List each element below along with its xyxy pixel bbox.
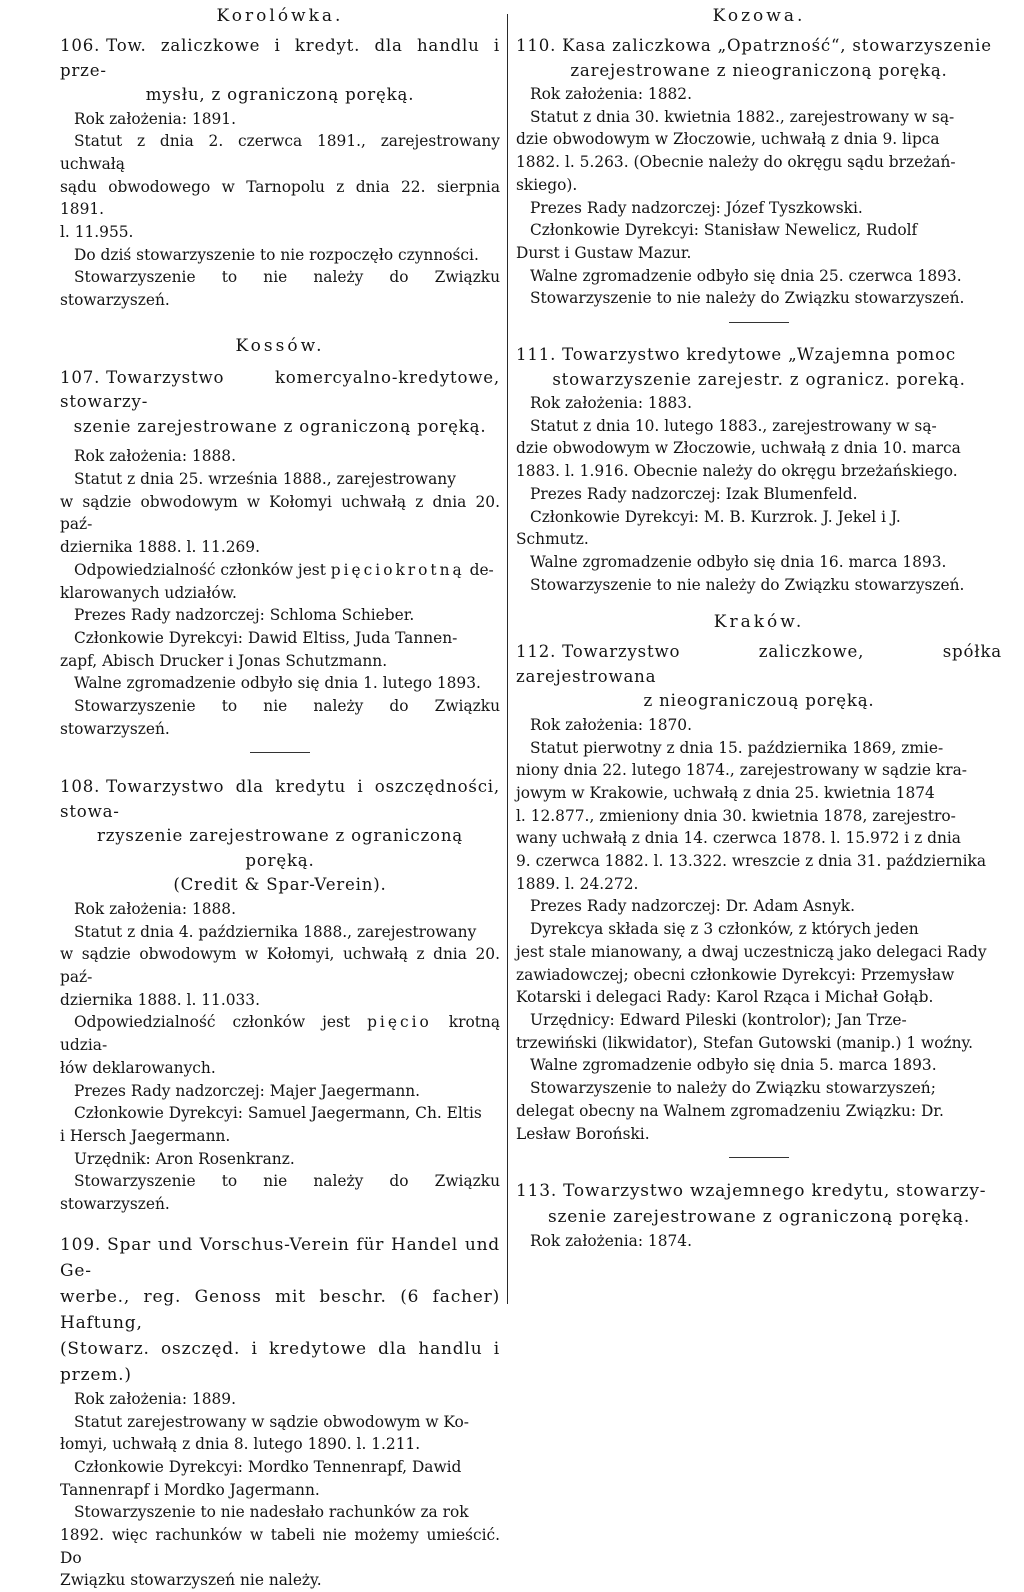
entry-title: 110. Kasa zaliczkowa „Opatrzność“, stowarzyszenie	[516, 36, 992, 55]
entry-number: 111.	[516, 345, 557, 365]
town-heading: Kossów.	[235, 335, 325, 356]
entry-number: 109.	[60, 1234, 102, 1255]
entry-number: 106.	[60, 36, 101, 55]
entry-title: 111. Towarzystwo kredytowe „Wzajemna pomoc	[516, 345, 956, 365]
entry-title: 108. Towarzystwo dla kredytu i oszczędności, stowa-	[60, 777, 500, 821]
town-heading: Kraków.	[713, 612, 805, 633]
left-column: Korolówka. 106. Tow. zaliczkowe i kredyt. dla handlu i prze- mysłu, z ograniczoną poręką. Rok założenia: 1891. Statut z dnia 2. czerwca 1891., zarejestrowany uchwałą sądu obwodowego w Tarnopolu z dnia 22. sierpnia 1891. l. 11.955. Do dziś stowarzyszenie to nie rozpoczęło czynności. Stowarzyszenie to nie należy do Związku stowarzyszeń. Kossów. 107. Towarzystwo komercyalno-kredytowe, stowarzy- szenie zarejestrowane z ograniczoną poręką. Rok założenia: 1888. Statut z dnia 25. września 1888., zarejestrowany w sądzie obwodowym w Kołomyi uchwałą z dnia 20. paź- dziernika 1888. l. 11.269. Odpowiedzialność członków jest pięciokrotną de- klarowanych udziałów. Prezes Rady nadzorczej: Schloma Schieber. Członkowie Dyrekcyi: Dawid Eltiss, Juda Tannen- zapf, Abisch Drucker i Jonas Schutzmann. Walne zgromadzenie odbyło się dnia 1. lutego 1893. Stowarzyszenie to nie należy do Związku stowarzyszeń. 108. Towarzystwo dla kredytu i oszczędności, stowa- rzyszenie zarejestrowane z ograniczoną poręką. (Credit & Spar-Verein). Rok założenia: 1888. Statut z dnia 4. października 1888., zarejestrowany w sądzie obwodowym w Kołomyi, uchwałą z dnia 20. paź- dziernika 1888. l. 11.033. Odpowiedzialność członków jest pięcio krotną udzia- łów deklarowanych. Prezes Rady nadzorczej: Majer Jaegermann. Członkowie Dyrekcyi: Samuel Jaegermann, Ch. Eltis i Hersch Jaegermann. Urzędnik: Aron Rosenkranz. Stowarzyszenie to nie należy do Związku stowarzyszeń. 109. Spar und Vorschus-Verein für Handel und Ge- werbe., reg. Genoss mit beschr. (6 facher) Haftung, (Stowarz. oszczęd. i kredytowe dla handlu i przem.) Rok założenia: 1889. Statut zarejestrowany w sądzie obwodowym w Ko- łomyi, uchwałą z dnia 8. lutego 1890. l. 1.211. Członkowie Dyrekcyi: Mordko Tennenrapf, Dawid Tannenrapf i Mordko Jagermann. Stowarzyszenie to nie nadesłało rachunków za rok 1892. więc rachunków w tabeli nie możemy umieścić. Do Związku stowarzyszeń nie należy.	[60, 6, 500, 1590]
entry-number: 113.	[516, 1181, 558, 1202]
entry-title: 112. Towarzystwo zaliczkowe, spółka zarejestrowana	[516, 642, 1002, 686]
town-heading: Korolówka.	[216, 6, 344, 26]
town-heading: Kozowa.	[712, 6, 806, 26]
entry-title: 109. Spar und Vorschus-Verein für Handel und Ge-	[60, 1234, 500, 1281]
entry-number: 112.	[516, 642, 557, 662]
entry-title: 113. Towarzystwo wzajemnego kredytu, stowarzy-	[516, 1181, 987, 1202]
entry-title: 106. Tow. zaliczkowe i kredyt. dla handlu i prze-	[60, 36, 500, 80]
entry-title: 107. Towarzystwo komercyalno-kredytowe, stowarzy-	[60, 367, 500, 412]
right-column: Kozowa. 110. Kasa zaliczkowa „Opatrzność“, stowarzyszenie zarejestrowane z nieograniczoną poręką. Rok założenia: 1882. Statut z dnia 30. kwietnia 1882., zarejestrowany w są- dzie obwodowym w Złoczowie, uchwałą z dnia 9. lipca 1882. l. 5.263. (Obecnie należy do okręgu sądu brzeżań- skiego). Prezes Rady nadzorczej: Józef Tyszkowski. Członkowie Dyrekcyi: Stanisław Newelicz, Rudolf Durst i Gustaw Mazur. Walne zgromadzenie odbyło się dnia 25. czerwca 1893. Stowarzyszenie to nie należy do Związku stowarzyszeń. 111. Towarzystwo kredytowe „Wzajemna pomoc stowarzyszenie zarejestr. z ogranicz. poreką. Rok założenia: 1883. Statut z dnia 10. lutego 1883., zarejestrowany w są- dzie obwodowym w Złoczowie, uchwałą z dnia 10. marca 1883. l. 1.916. Obecnie należy do okręgu brzeżańskiego. Prezes Rady nadzorczej: Izak Blumenfeld. Członkowie Dyrekcyi: M. B. Kurzrok. J. Jekel i J. Schmutz. Walne zgromadzenie odbyło się dnia 16. marca 1893. Stowarzyszenie to nie należy do Związku stowarzyszeń. Kraków. 112. Towarzystwo zaliczkowe, spółka zarejestrowana z nieograniczouą poręką. Rok założenia: 1870. Statut pierwotny z dnia 15. października 1869, zmie- niony dnia 22. lutego 1874., zarejestrowany w sądzie kra- jowym w Krakowie, uchwałą z dnia 25. kwietnia 1874 l. 12.877., zmieniony dnia 30. kwietnia 1878, zarejestro- wany uchwałą z dnia 14. czerwca 1878. l. 15.972 i z dnia 9. czerwca 1882. l. 13.322. wreszcie z dnia 31. października 1889. l. 24.272. Prezes Rady nadzorczej: Dr. Adam Asnyk. Dyrekcya składa się z 3 członków, z których jeden jest stale mianowany, a dwaj uczestniczą jako delegaci Rady zawiadowczej; obecni członkowie Dyrekcyi: Przemysław Kotarski i delegaci Rady: Karol Rząca i Michał Gołąb. Urzędnicy: Edward Pileski (kontrolor); Jan Trze- trzewiński (likwidator), Stefan Gutowski (manip.) 1 woźny. Walne zgromadzenie odbyło się dnia 5. marca 1893. Stowarzyszenie to należy do Związku stowarzyszeń; delegat obecny na Walnem zgromadzeniu Związku: Dr. Lesław Boroński. 113. Towarzystwo wzajemnego kredytu, stowarzy- szenie zarejestrowane z ograniczoną poręką. Rok założenia: 1874.	[516, 6, 1002, 1251]
column-divider	[507, 14, 508, 1304]
entry-number: 107.	[60, 367, 101, 387]
entry-number: 108.	[60, 777, 101, 797]
entry-number: 110.	[516, 36, 557, 55]
